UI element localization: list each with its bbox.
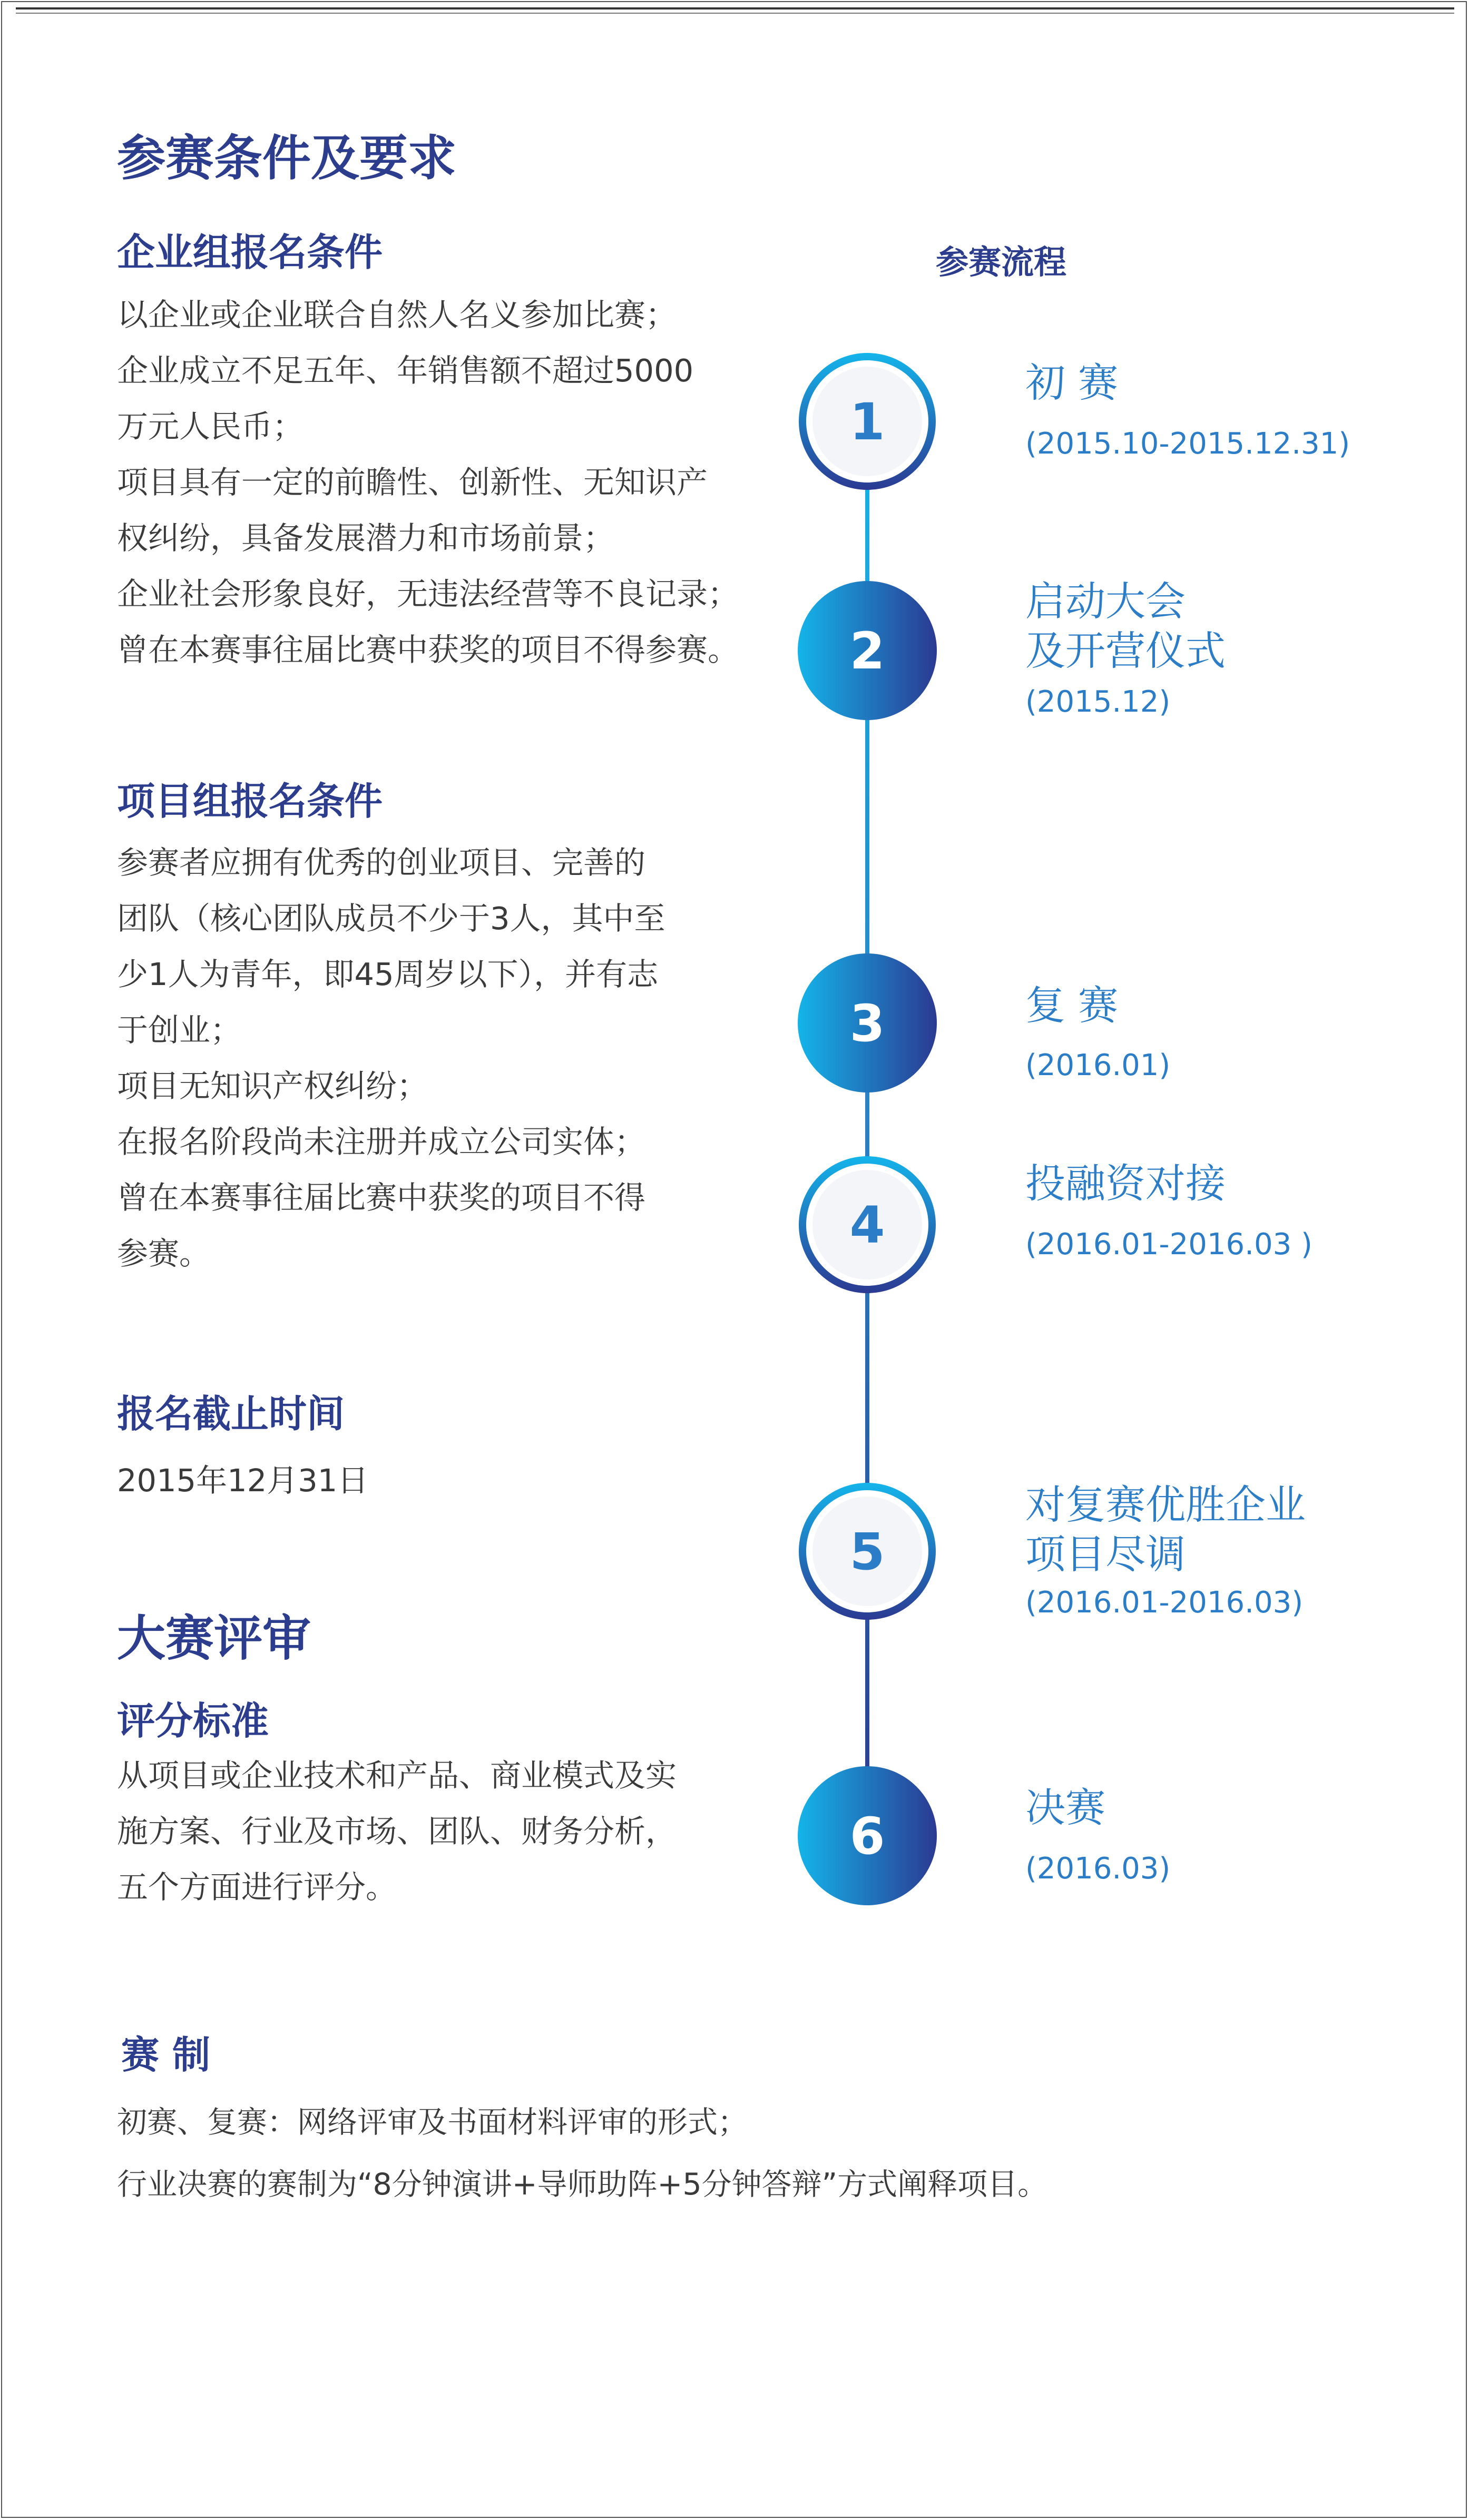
step-number: 3 <box>849 994 885 1053</box>
format-line: 行业决赛的赛制为“8分钟演讲+导师助阵+5分钟答辩”方式阐释项目。 <box>117 2167 1048 2202</box>
step-title-3 <box>1025 981 1118 1030</box>
criteria-line: 施方案、行业及市场、团队、财务分析， <box>117 1813 677 1849</box>
step-date-1: (2015.10-2015.12.31) <box>1025 427 1350 461</box>
step-title-line: 决赛 <box>1025 1784 1105 1831</box>
condition-line: 项目具有一定的前瞻性、创新性、无知识产 <box>117 464 708 500</box>
step-date-6: (2016.03) <box>1025 1852 1171 1886</box>
condition-line: 参赛。 <box>117 1235 211 1272</box>
step-marker-3 <box>798 953 937 1092</box>
step-number: 4 <box>849 1196 885 1255</box>
process-title: 参赛流程 <box>936 243 1067 281</box>
scoring-heading: 评分标准 <box>117 1699 269 1743</box>
condition-line: 权纠纷，具备发展潜力和市场前景； <box>117 520 615 556</box>
step-number: 1 <box>849 392 885 451</box>
condition-line: 企业成立不足五年、年销售额不超过5000 <box>117 352 694 389</box>
review-title: 大赛评审 <box>117 1610 311 1667</box>
step-title-5 <box>1025 1480 1306 1579</box>
step-title-line: 复 赛 <box>1025 982 1119 1029</box>
step-title-line: 投融资对接 <box>1025 1160 1226 1207</box>
condition-line: 团队（核心团队成员不少于3人，其中至 <box>117 900 665 937</box>
format-line: 初赛、复赛：网络评审及书面材料评审的形式； <box>117 2105 748 2140</box>
project-group-heading: 项目组报名条件 <box>117 779 383 823</box>
condition-line: 企业社会形象良好，无违法经营等不良记录； <box>117 576 739 612</box>
condition-line: 万元人民币； <box>117 408 304 445</box>
condition-line: 于创业； <box>117 1012 242 1048</box>
step-title-line: 及开营仪式 <box>1025 627 1226 674</box>
step-title-6 <box>1025 1783 1105 1833</box>
condition-line: 曾在本赛事往届比赛中获奖的项目不得参赛。 <box>117 632 739 668</box>
step-marker-5 <box>799 1483 936 1620</box>
condition-line: 在报名阶段尚未注册并成立公司实体； <box>117 1124 646 1160</box>
criteria-line: 从项目或企业技术和产品、商业模式及实 <box>117 1757 677 1794</box>
step-marker-4 <box>799 1156 936 1293</box>
step-title-2 <box>1025 577 1226 676</box>
step-title-4 <box>1025 1159 1226 1208</box>
criteria-line: 五个方面进行评分。 <box>117 1869 397 1905</box>
step-date-4: (2016.01-2016.03 ) <box>1025 1227 1313 1262</box>
format-heading: 赛 制 <box>121 2033 211 2077</box>
step-title-1 <box>1025 358 1118 408</box>
step-number: 5 <box>849 1522 885 1581</box>
step-marker-1 <box>799 353 936 490</box>
step-date-3: (2016.01) <box>1025 1048 1171 1082</box>
step-title-line: 启动大会 <box>1025 578 1186 625</box>
step-title-line: 初 赛 <box>1025 359 1119 406</box>
step-marker-6 <box>798 1766 937 1905</box>
condition-line: 以企业或企业联合自然人名义参加比赛； <box>117 297 677 333</box>
step-date-5: (2016.01-2016.03) <box>1025 1586 1304 1620</box>
step-title-line: 项目尽调 <box>1025 1531 1186 1578</box>
step-number: 6 <box>849 1807 885 1866</box>
deadline-date: 2015年12月31日 <box>117 1462 369 1499</box>
company-group-heading: 企业组报名条件 <box>117 230 383 274</box>
condition-line: 项目无知识产权纠纷； <box>117 1068 428 1104</box>
step-title-line: 对复赛优胜企业 <box>1025 1481 1306 1528</box>
step-marker-2 <box>798 581 937 720</box>
requirements-title: 参赛条件及要求 <box>117 130 457 186</box>
step-number: 2 <box>849 622 885 681</box>
condition-line: 参赛者应拥有优秀的创业项目、完善的 <box>117 844 646 881</box>
step-date-2: (2015.12) <box>1025 685 1171 719</box>
deadline-heading: 报名截止时间 <box>117 1392 345 1436</box>
condition-line: 曾在本赛事往届比赛中获奖的项目不得 <box>117 1179 646 1216</box>
condition-line: 少1人为青年，即45周岁以下），并有志 <box>117 956 659 992</box>
